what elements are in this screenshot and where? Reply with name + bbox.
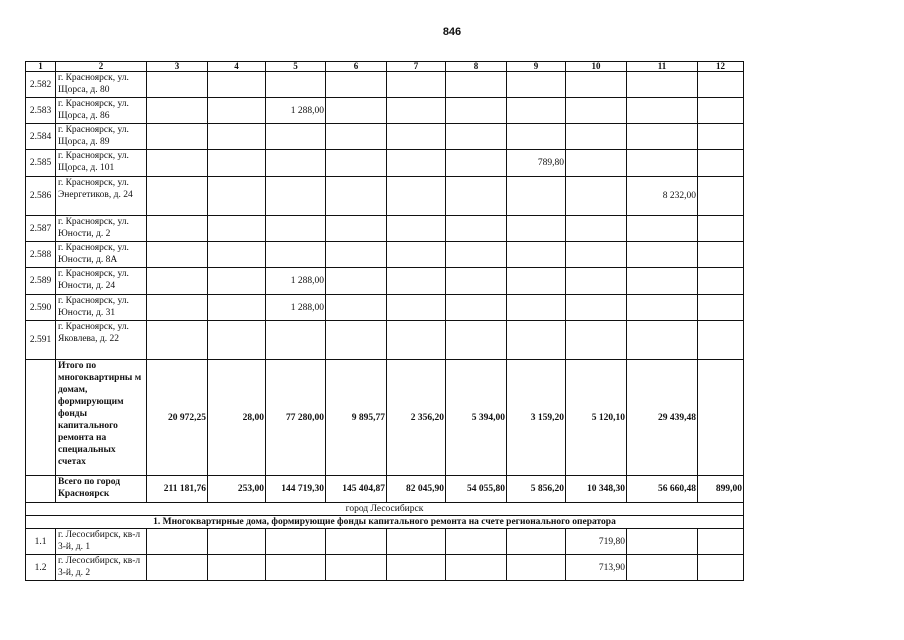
value-cell [326, 124, 387, 150]
subtotal-row [26, 360, 744, 476]
table-row [26, 216, 744, 242]
value-cell [627, 295, 698, 321]
value-cell [566, 177, 627, 216]
subtotal-value: 5 120,10 [566, 360, 627, 476]
value-cell [446, 98, 507, 124]
value-cell [387, 150, 446, 177]
row-number: 2.584 [26, 124, 56, 150]
city-total-value: 10 348,30 [566, 476, 627, 503]
value-cell [698, 295, 744, 321]
value-cell [446, 321, 507, 360]
value-cell [698, 177, 744, 216]
column-number: 12 [698, 62, 744, 72]
address-cell: г. Красноярск, ул. Щорса, д. 86 [56, 98, 147, 124]
value-cell [387, 295, 446, 321]
value-cell [566, 216, 627, 242]
value-cell [566, 150, 627, 177]
value-cell [208, 555, 266, 581]
subtotal-value: 29 439,48 [627, 360, 698, 476]
value-cell [326, 242, 387, 268]
table-row [26, 295, 744, 321]
row-number: 1.2 [26, 555, 56, 581]
value-cell [147, 295, 208, 321]
column-number: 4 [208, 62, 266, 72]
column-number: 3 [147, 62, 208, 72]
value-cell: 8 232,00 [627, 177, 698, 216]
value-cell [147, 98, 208, 124]
city-total-value: 54 055,80 [446, 476, 507, 503]
value-cell [208, 177, 266, 216]
value-cell [147, 529, 208, 555]
value-cell [446, 72, 507, 98]
value-cell [387, 555, 446, 581]
value-cell [446, 555, 507, 581]
subtotal-value: 20 972,25 [147, 360, 208, 476]
value-cell [208, 150, 266, 177]
value-cell [698, 529, 744, 555]
value-cell [147, 321, 208, 360]
address-cell: г. Красноярск, ул. Щорса, д. 89 [56, 124, 147, 150]
subtotal-value: 77 280,00 [266, 360, 326, 476]
column-number: 5 [266, 62, 326, 72]
section-header-row [26, 516, 744, 529]
value-cell [627, 216, 698, 242]
column-number: 1 [26, 62, 56, 72]
column-number: 8 [446, 62, 507, 72]
value-cell [507, 72, 566, 98]
value-cell: 789,80 [507, 150, 566, 177]
value-cell [147, 150, 208, 177]
value-cell [507, 98, 566, 124]
column-number-row [26, 62, 744, 72]
city-total-value: 253,00 [208, 476, 266, 503]
address-cell: г. Красноярск, ул. Яковлева, д. 22 [56, 321, 147, 360]
value-cell [326, 216, 387, 242]
value-cell [627, 555, 698, 581]
city-total-value: 56 660,48 [627, 476, 698, 503]
row-number: 2.587 [26, 216, 56, 242]
value-cell [326, 150, 387, 177]
row-number: 2.583 [26, 98, 56, 124]
value-cell [326, 72, 387, 98]
value-cell [698, 150, 744, 177]
value-cell [266, 216, 326, 242]
city-total-value: 145 404,87 [326, 476, 387, 503]
value-cell [627, 150, 698, 177]
value-cell [507, 242, 566, 268]
subtotal-empty-cell [26, 360, 56, 476]
value-cell [147, 242, 208, 268]
column-number: 2 [56, 62, 147, 72]
value-cell: 1 288,00 [266, 98, 326, 124]
value-cell [147, 177, 208, 216]
value-cell [627, 72, 698, 98]
value-cell [698, 242, 744, 268]
value-cell [566, 98, 627, 124]
row-number: 2.591 [26, 321, 56, 360]
value-cell [208, 72, 266, 98]
value-cell [208, 216, 266, 242]
value-cell [266, 555, 326, 581]
subtotal-value: 5 394,00 [446, 360, 507, 476]
value-cell [698, 216, 744, 242]
value-cell [147, 268, 208, 295]
value-cell [387, 242, 446, 268]
value-cell [387, 72, 446, 98]
value-cell: 1 288,00 [266, 268, 326, 295]
value-cell [566, 72, 627, 98]
value-cell [208, 295, 266, 321]
value-cell: 719,80 [566, 529, 627, 555]
value-cell: 713,90 [566, 555, 627, 581]
value-cell [627, 98, 698, 124]
value-cell [566, 321, 627, 360]
value-cell [266, 242, 326, 268]
address-cell: г. Красноярск, ул. Юности, д. 24 [56, 268, 147, 295]
value-cell [446, 177, 507, 216]
address-cell: г. Лесосибирск, кв-л 3-й, д. 2 [56, 555, 147, 581]
value-cell [566, 268, 627, 295]
address-cell: г. Красноярск, ул. Энергетиков, д. 24 [56, 177, 147, 216]
value-cell [266, 150, 326, 177]
value-cell [627, 268, 698, 295]
row-number: 1.1 [26, 529, 56, 555]
column-number: 6 [326, 62, 387, 72]
value-cell [387, 177, 446, 216]
value-cell [326, 268, 387, 295]
value-cell [446, 529, 507, 555]
address-cell: г. Красноярск, ул. Юности, д. 8А [56, 242, 147, 268]
value-cell [507, 555, 566, 581]
value-cell [208, 321, 266, 360]
address-cell: г. Красноярск, ул. Щорса, д. 101 [56, 150, 147, 177]
value-cell [387, 321, 446, 360]
subtotal-value: 3 159,20 [507, 360, 566, 476]
row-number: 2.585 [26, 150, 56, 177]
row-number: 2.582 [26, 72, 56, 98]
column-number: 9 [507, 62, 566, 72]
value-cell [446, 295, 507, 321]
city-header: город Лесосибирск [26, 503, 744, 516]
value-cell [387, 529, 446, 555]
table-row [26, 555, 744, 581]
value-cell [507, 268, 566, 295]
row-number: 2.586 [26, 177, 56, 216]
value-cell [446, 242, 507, 268]
value-cell [266, 124, 326, 150]
value-cell [566, 124, 627, 150]
row-number: 2.590 [26, 295, 56, 321]
value-cell [266, 321, 326, 360]
value-cell [507, 216, 566, 242]
table-row [26, 72, 744, 98]
value-cell [208, 529, 266, 555]
value-cell [266, 177, 326, 216]
value-cell [698, 124, 744, 150]
value-cell [627, 242, 698, 268]
city-total-row [26, 476, 744, 503]
value-cell [266, 72, 326, 98]
value-cell [698, 98, 744, 124]
table-row [26, 124, 744, 150]
city-total-value: 899,00 [698, 476, 744, 503]
table-row [26, 242, 744, 268]
data-table [25, 61, 744, 581]
value-cell [208, 242, 266, 268]
value-cell [507, 529, 566, 555]
value-cell [507, 177, 566, 216]
address-cell: г. Красноярск, ул. Юности, д. 31 [56, 295, 147, 321]
value-cell [507, 295, 566, 321]
row-number: 2.589 [26, 268, 56, 295]
subtotal-value: 28,00 [208, 360, 266, 476]
city-total-value: 82 045,90 [387, 476, 446, 503]
subtotal-value [698, 360, 744, 476]
value-cell [387, 216, 446, 242]
column-number: 7 [387, 62, 446, 72]
value-cell [507, 321, 566, 360]
value-cell [627, 124, 698, 150]
value-cell [698, 72, 744, 98]
address-cell: г. Лесосибирск, кв-л 3-й, д. 1 [56, 529, 147, 555]
value-cell [507, 124, 566, 150]
value-cell [387, 124, 446, 150]
city-total-label: Всего по город Красноярск [56, 476, 147, 503]
value-cell [326, 295, 387, 321]
value-cell [627, 321, 698, 360]
table-row [26, 321, 744, 360]
city-header-row [26, 503, 744, 516]
value-cell [147, 216, 208, 242]
subtotal-value: 9 895,77 [326, 360, 387, 476]
table-row [26, 529, 744, 555]
city-total-value: 144 719,30 [266, 476, 326, 503]
value-cell [326, 98, 387, 124]
value-cell [208, 268, 266, 295]
table-row [26, 268, 744, 295]
value-cell: 1 288,00 [266, 295, 326, 321]
value-cell [326, 555, 387, 581]
value-cell [326, 321, 387, 360]
value-cell [326, 529, 387, 555]
value-cell [446, 268, 507, 295]
value-cell [446, 150, 507, 177]
value-cell [446, 216, 507, 242]
value-cell [147, 72, 208, 98]
value-cell [698, 555, 744, 581]
value-cell [627, 529, 698, 555]
page-number: 846 [442, 26, 462, 38]
value-cell [698, 321, 744, 360]
subtotal-label: Итого по многоквартирны м домам, формирующим фонды капитального ремонта на специальных счетах [56, 360, 147, 476]
value-cell [266, 529, 326, 555]
value-cell [566, 295, 627, 321]
row-number: 2.588 [26, 242, 56, 268]
value-cell [208, 98, 266, 124]
value-cell [566, 242, 627, 268]
value-cell [326, 177, 387, 216]
city-total-value: 5 856,20 [507, 476, 566, 503]
address-cell: г. Красноярск, ул. Щорса, д. 80 [56, 72, 147, 98]
value-cell [446, 124, 507, 150]
column-number: 11 [627, 62, 698, 72]
table-row [26, 150, 744, 177]
address-cell: г. Красноярск, ул. Юности, д. 2 [56, 216, 147, 242]
city-total-empty-cell [26, 476, 56, 503]
section-header: 1. Многоквартирные дома, формирующие фонды капитального ремонта на счете регионального оператора [26, 516, 744, 529]
value-cell [698, 268, 744, 295]
value-cell [387, 268, 446, 295]
value-cell [208, 124, 266, 150]
subtotal-value: 2 356,20 [387, 360, 446, 476]
value-cell [147, 555, 208, 581]
value-cell [387, 98, 446, 124]
value-cell [147, 124, 208, 150]
table-row [26, 98, 744, 124]
table-row [26, 177, 744, 216]
city-total-value: 211 181,76 [147, 476, 208, 503]
column-number: 10 [566, 62, 627, 72]
